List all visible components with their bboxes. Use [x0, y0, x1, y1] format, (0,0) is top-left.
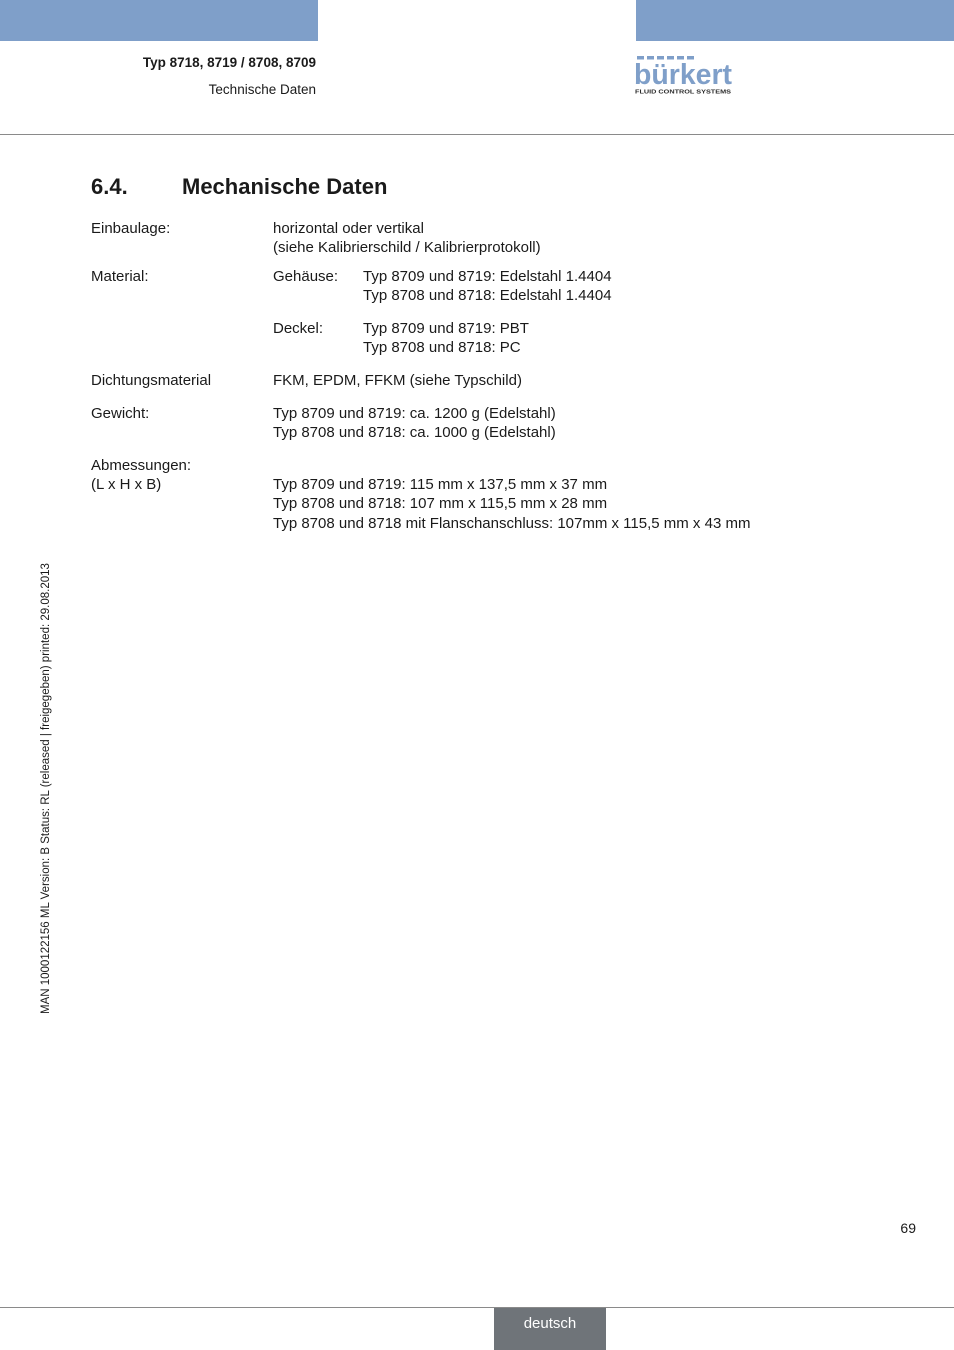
gewicht-value-2: Typ 8708 und 8718: ca. 1000 g (Edelstahl) [273, 424, 556, 441]
gehaeuse-label: Gehäuse: [273, 268, 339, 285]
page-number: 69 [900, 1220, 916, 1236]
language-tab: deutsch [494, 1308, 606, 1350]
header-divider [0, 134, 954, 135]
header-bar-right [636, 0, 954, 41]
dichtung-label: Dichtungsmaterial [91, 372, 212, 389]
logo-tagline: FLUID CONTROL SYSTEMS [635, 89, 732, 96]
deckel-value-1: Typ 8709 und 8719: PBT [363, 320, 529, 337]
logo-wordmark: bürkert [634, 59, 733, 91]
header-bar-left [0, 0, 318, 41]
gehaeuse-value-1: Typ 8709 und 8719: Edelstahl 1.4404 [363, 268, 612, 285]
document-type: Typ 8718, 8719 / 8708, 8709 [142, 55, 316, 70]
section-number: 6.4. [91, 174, 128, 199]
document-section: Technische Daten [208, 82, 316, 97]
einbaulage-note: (siehe Kalibrierschild / Kalibrierprotokoll) [273, 239, 541, 256]
deckel-label: Deckel: [273, 320, 324, 337]
footer-divider [0, 1307, 954, 1308]
section-heading [91, 174, 387, 200]
abmessungen-sublabel: (L x H x B) [91, 476, 162, 493]
document-status-note: MAN 1000122156 ML Version: B Status: RL (released | freigegeben) printed: 29.08.2013 [40, 563, 52, 1014]
einbaulage-label: Einbaulage: [91, 220, 171, 237]
deckel-value-2: Typ 8708 und 8718: PC [363, 339, 521, 356]
gehaeuse-value-2: Typ 8708 und 8718: Edelstahl 1.4404 [363, 287, 612, 304]
einbaulage-value: horizontal oder vertikal [273, 220, 424, 237]
gewicht-value-1: Typ 8709 und 8719: ca. 1200 g (Edelstahl) [273, 405, 556, 422]
section-title: Mechanische Daten [182, 174, 388, 199]
abmessungen-label: Abmessungen: [91, 457, 192, 474]
material-label: Material: [91, 268, 149, 285]
gewicht-label: Gewicht: [91, 405, 150, 422]
abmessungen-value-2: Typ 8708 und 8718: 107 mm x 115,5 mm x 28 mm [273, 495, 608, 512]
burkert-logo [634, 56, 734, 96]
abmessungen-value-3: Typ 8708 und 8718 mit Flanschanschluss: 107mm x 115,5 mm x 43 mm [273, 515, 751, 532]
dichtung-value: FKM, EPDM, FFKM (siehe Typschild) [273, 372, 522, 389]
abmessungen-value-1: Typ 8709 und 8719: 115 mm x 137,5 mm x 37 mm [273, 476, 608, 493]
